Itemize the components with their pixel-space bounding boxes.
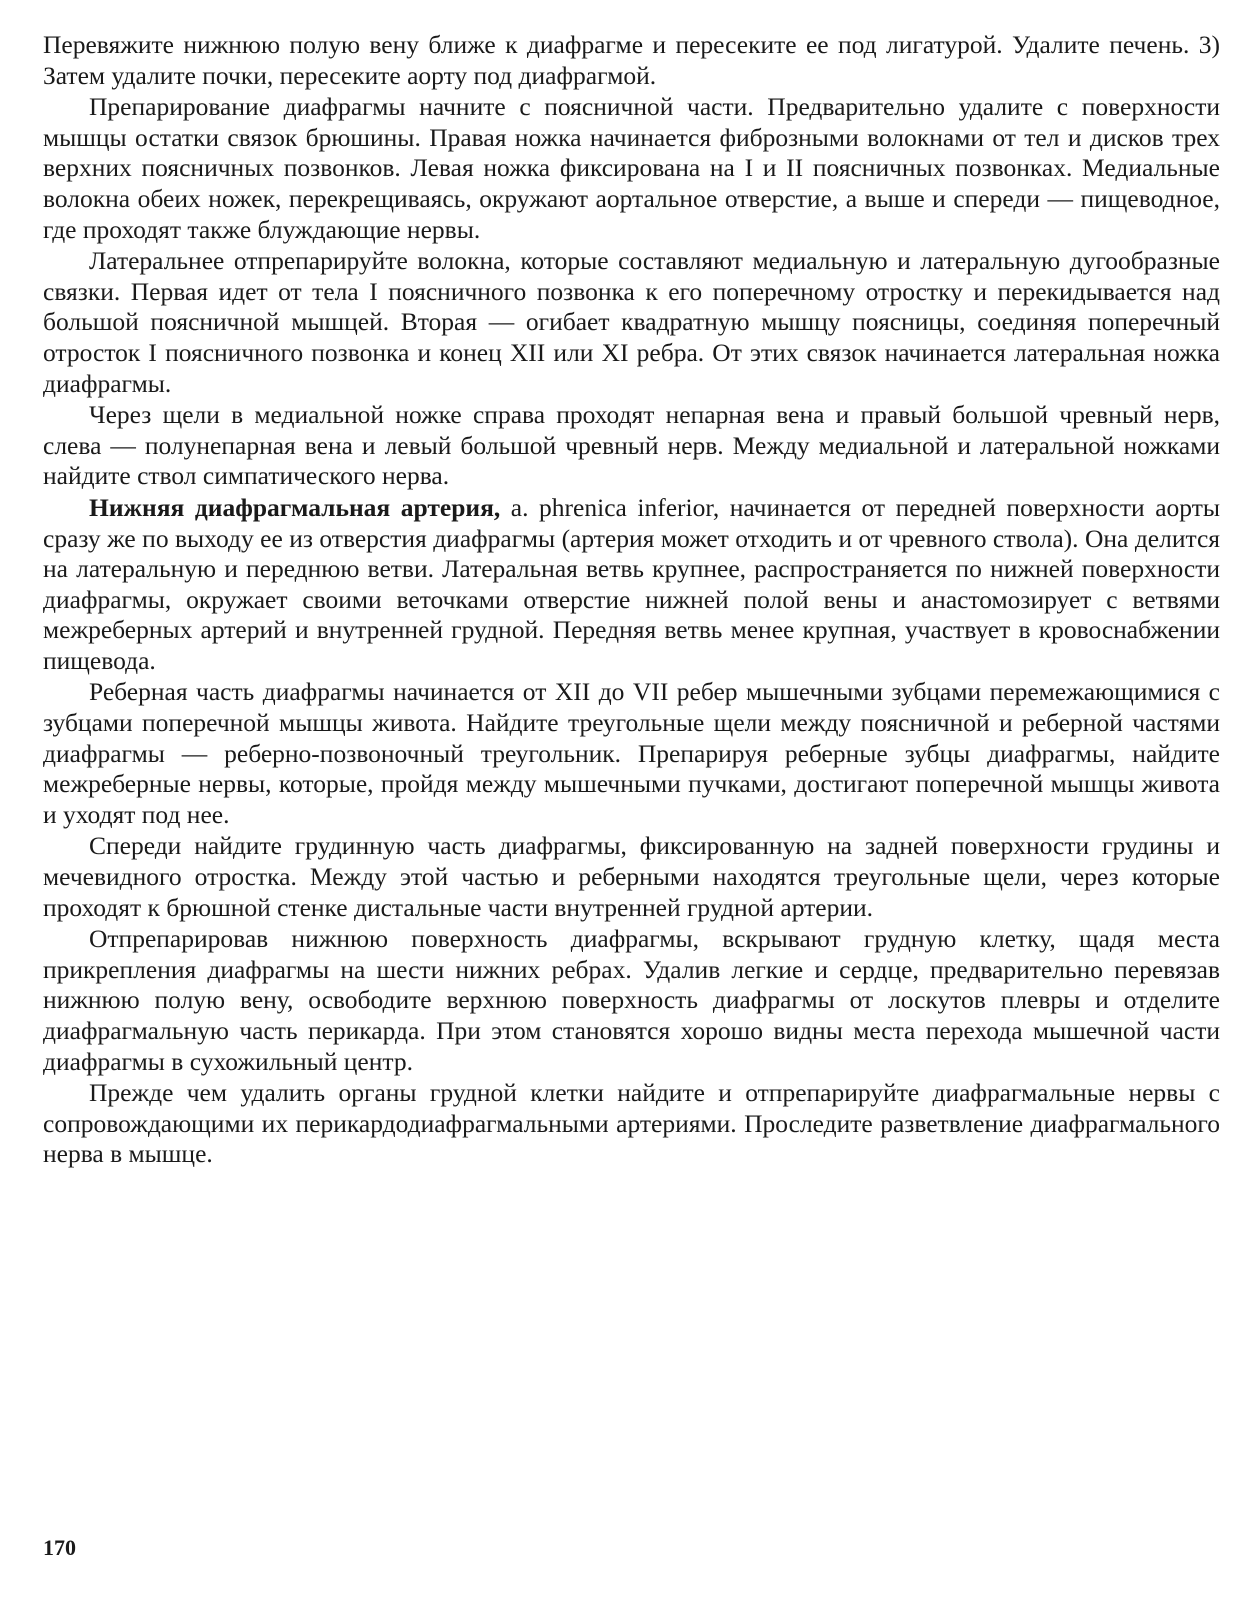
body-text — [43, 30, 1220, 1170]
paragraph-1-text: Перевяжите нижнюю полую вену ближе к диафрагме и пересеките ее под лигатурой. Удалите печень. 3) Затем удалите почки, пересеките аорту под диафрагмой. — [43, 30, 1220, 90]
paragraph-9 — [43, 1078, 1220, 1170]
paragraph-9-text: Прежде чем удалить органы грудной клетки найдите и отпрепарируйте диафрагмальные нервы с сопровождающими их перикардодиафрагмальными артериями. Проследите разветвление диафрагмального нерва в мышце. — [43, 1078, 1220, 1169]
page-number: 170 — [43, 1535, 76, 1560]
paragraph-3 — [43, 246, 1220, 399]
paragraph-2 — [43, 92, 1220, 245]
paragraph-5 — [43, 493, 1220, 677]
paragraph-4-text: Через щели в медиальной ножке справа проходят непарная вена и правый большой чревный нерв, слева — полунепарная вена и левый большой чревный нерв. Между медиальной и латеральной ножками найдите ствол симпатического нерва. — [43, 400, 1220, 491]
paragraph-7-text: Спереди найдите грудинную часть диафрагмы, фиксированную на задней поверхности грудины и мечевидного отростка. Между этой частью и реберными находятся треугольные щели, через которые проходят к брюшной стенке дистальные части внутренней грудной артерии. — [43, 831, 1220, 922]
paragraph-5-text: a. phrenica inferior, начинается от передней поверхности аорты сразу же по выходу ее из отверстия диафрагмы (артерия может отходить и от чревного ствола). Она делится на латеральную и переднюю ветви. Латеральная ветвь крупнее, распространяется по нижней поверхности диафрагмы, окружает своими веточками отверстие нижней полой вены и анастомозирует с ветвями межреберных артерий и внутренней грудной. Передняя ветвь менее крупная, участвует в кровоснабжении пищевода. — [43, 492, 1220, 675]
paragraph-1 — [43, 30, 1220, 91]
paragraph-2-text: Препарирование диафрагмы начните с поясничной части. Предварительно удалите с поверхности мышцы остатки связок брюшины. Правая ножка начинается фиброзными волокнами от тел и дисков трех верхних поясничных позвонков. Левая ножка фиксирована на I и II поясничных позвонках. Медиальные волокна обеих ножек, перекрещиваясь, окружают аортальное отверстие, а выше и спереди — пищеводное, где проходят также блуждающие нервы. — [43, 92, 1220, 244]
paragraph-7 — [43, 831, 1220, 923]
paragraph-8-text: Отпрепарировав нижнюю поверхность диафрагмы, вскрывают грудную клетку, щадя места прикрепления диафрагмы на шести нижних ребрах. Удалив легкие и сердце, предварительно перевязав нижнюю полую вену, освободите верхнюю поверхность диафрагмы от лоскутов плевры и отделите диафрагмальную часть перикарда. При этом становятся хорошо видны места перехода мышечной части диафрагмы в сухожильный центр. — [43, 924, 1220, 1076]
paragraph-6-text: Реберная часть диафрагмы начинается от XII до VII ребер мышечными зубцами перемежающимися с зубцами поперечной мышцы живота. Найдите треугольные щели между поясничной и реберной частями диафрагмы — реберно-позвоночный треугольник. Препарируя реберные зубцы диафрагмы, найдите межреберные нервы, которые, пройдя между мышечными пучками, достигают поперечной мышцы живота и уходят под нее. — [43, 677, 1220, 829]
page — [43, 30, 1220, 1570]
paragraph-5-lead: Нижняя диафрагмальная артерия, — [89, 492, 501, 522]
paragraph-6 — [43, 677, 1220, 830]
paragraph-8 — [43, 924, 1220, 1077]
paragraph-4 — [43, 400, 1220, 492]
paragraph-3-text: Латеральнее отпрепарируйте волокна, которые составляют медиальную и латеральную дугообразные связки. Первая идет от тела I поясничного позвонка к его поперечному отростку и перекидывается над большой поясничной мышцей. Вторая — огибает квадратную мышцу поясницы, соединяя поперечный отросток I поясничного позвонка и конец XII или XI ребра. От этих связок начинается латеральная ножка диафрагмы. — [43, 246, 1220, 398]
